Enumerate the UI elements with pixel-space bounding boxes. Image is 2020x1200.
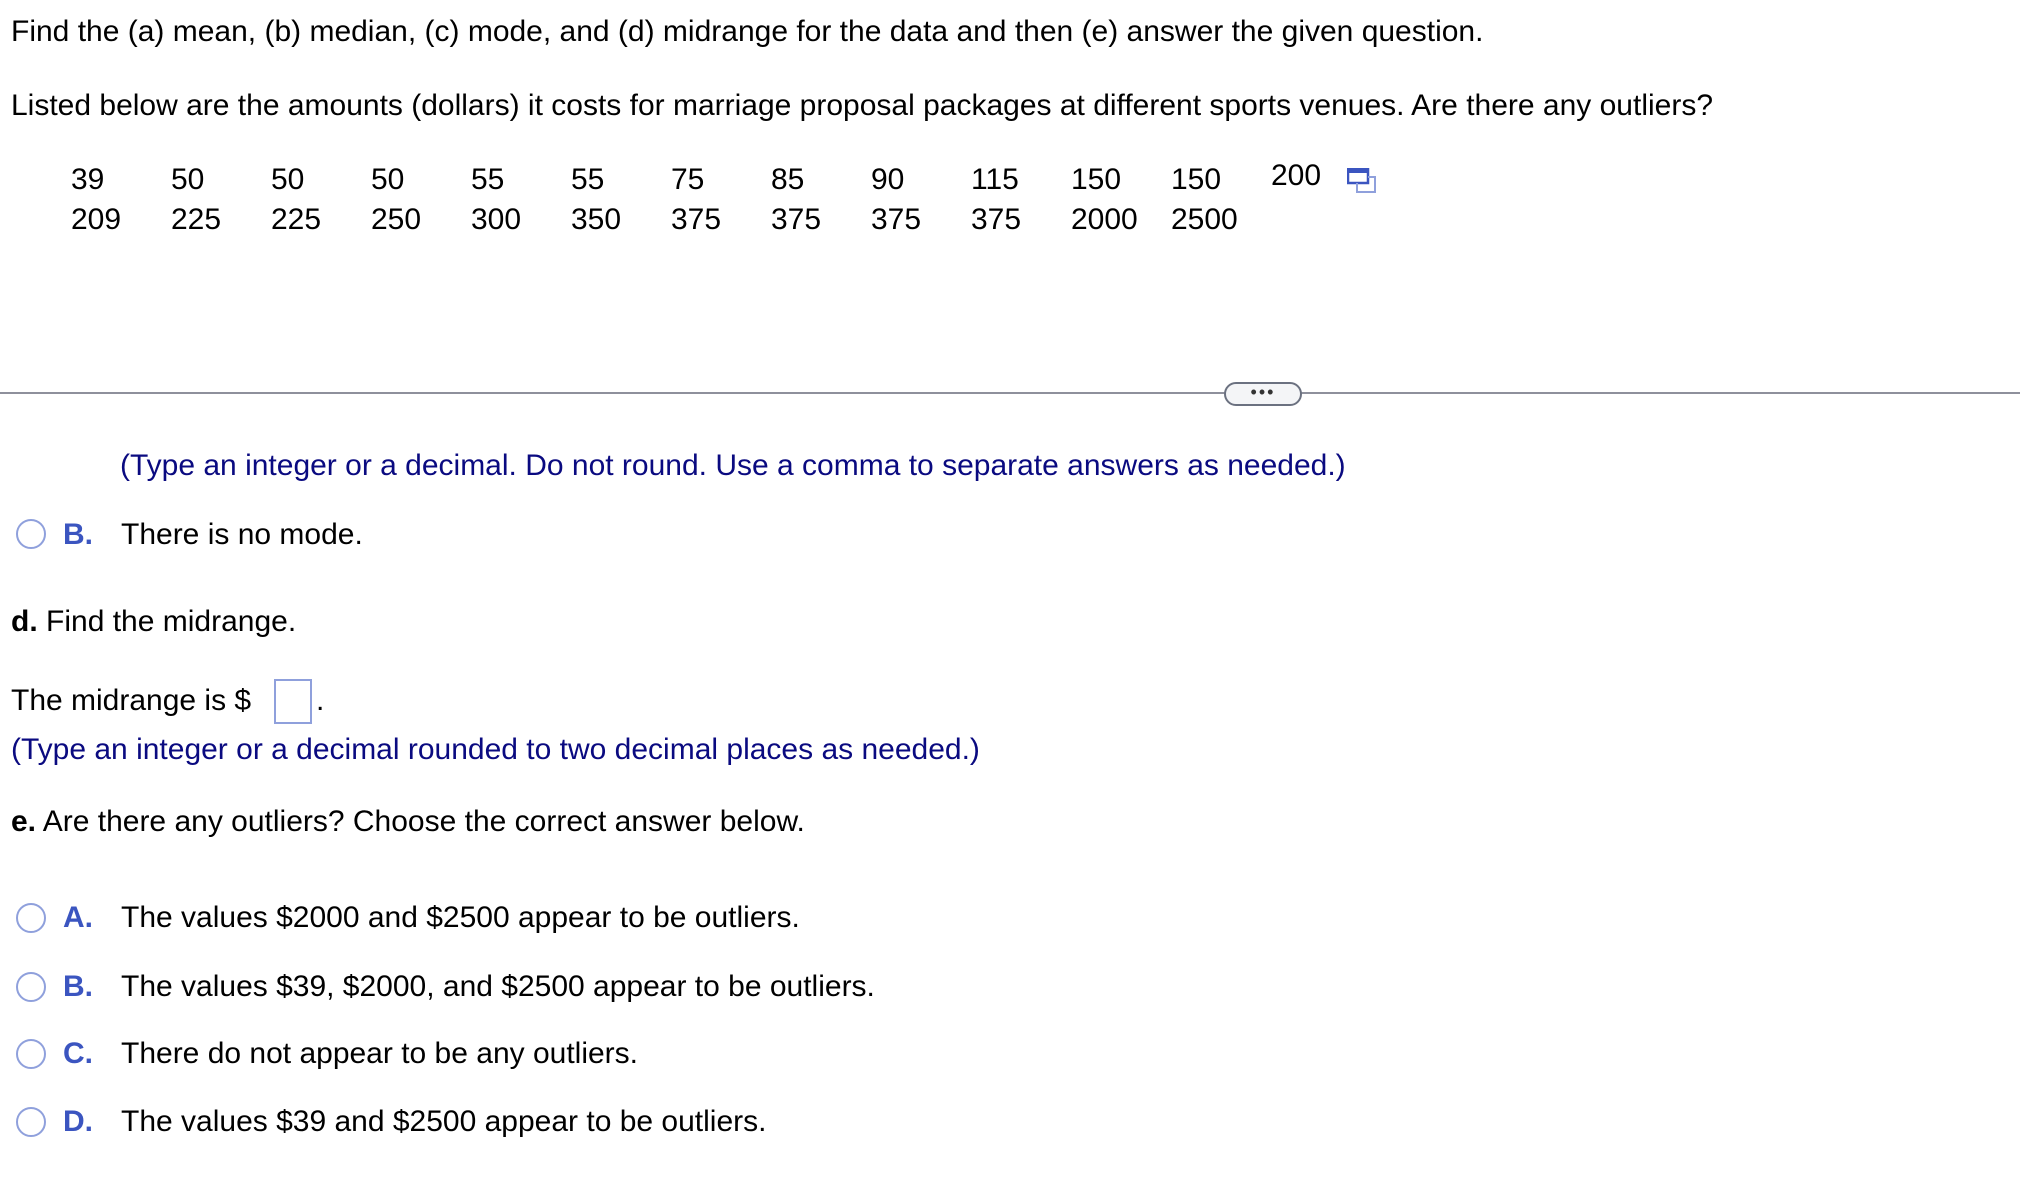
data-value: 375 bbox=[871, 203, 922, 236]
data-value: 350 bbox=[571, 203, 622, 236]
midrange-answer-suffix: . bbox=[316, 684, 325, 717]
copy-data-icon[interactable] bbox=[1347, 168, 1377, 194]
data-value: 50 bbox=[171, 163, 205, 196]
option-b-radio[interactable] bbox=[16, 972, 46, 1002]
data-value: 50 bbox=[371, 163, 405, 196]
option-d-text: The values $39 and $2500 appear to be outliers. bbox=[121, 1105, 767, 1138]
data-value: 55 bbox=[571, 163, 605, 196]
option-b-text: The values $39, $2000, and $2500 appear to be outliers. bbox=[121, 970, 875, 1003]
data-value: 375 bbox=[771, 203, 822, 236]
option-a-radio[interactable] bbox=[16, 903, 46, 933]
data-value: 75 bbox=[671, 163, 705, 196]
expand-more-button[interactable]: ••• bbox=[1224, 382, 1302, 406]
data-value: 209 bbox=[71, 203, 122, 236]
data-value: 90 bbox=[871, 163, 905, 196]
part-c-option-b-letter: B. bbox=[63, 518, 93, 551]
data-value: 55 bbox=[471, 163, 505, 196]
part-d-hint: (Type an integer or a decimal rounded to two decimal places as needed.) bbox=[11, 733, 980, 766]
midrange-answer-input[interactable] bbox=[274, 679, 312, 724]
data-value: 250 bbox=[371, 203, 422, 236]
part-e-label: e. bbox=[11, 805, 37, 838]
section-divider bbox=[0, 392, 2020, 394]
option-b-letter: B. bbox=[63, 970, 93, 1003]
question-prompt: Listed below are the amounts (dollars) it costs for marriage proposal packages at different sports venues. Are there any outliers? bbox=[11, 89, 1714, 122]
data-value: 225 bbox=[171, 203, 222, 236]
instruction-text: Find the (a) mean, (b) median, (c) mode, and (d) midrange for the data and then (e) answer the given question. bbox=[11, 15, 1484, 48]
data-value: 375 bbox=[671, 203, 722, 236]
data-value: 85 bbox=[771, 163, 805, 196]
option-d-radio[interactable] bbox=[16, 1107, 46, 1137]
part-c-option-b-radio[interactable] bbox=[16, 519, 46, 549]
data-value: 375 bbox=[971, 203, 1022, 236]
data-value: 2500 bbox=[1171, 203, 1238, 236]
part-d-heading bbox=[11, 604, 296, 640]
midrange-answer-prefix: The midrange is $ bbox=[11, 684, 252, 717]
data-value: 225 bbox=[271, 203, 322, 236]
data-value: 39 bbox=[71, 163, 105, 196]
option-d-letter: D. bbox=[63, 1105, 93, 1138]
option-c-radio[interactable] bbox=[16, 1039, 46, 1069]
part-e-title: Are there any outliers? Choose the correct answer below. bbox=[42, 805, 805, 838]
option-c-text: There do not appear to be any outliers. bbox=[121, 1037, 639, 1070]
data-value: 150 bbox=[1071, 163, 1122, 196]
option-a-text: The values $2000 and $2500 appear to be outliers. bbox=[121, 901, 800, 934]
part-d-title: Find the midrange. bbox=[46, 605, 297, 638]
data-value: 200 bbox=[1271, 159, 1322, 192]
part-e-heading bbox=[11, 804, 805, 840]
data-value: 50 bbox=[271, 163, 305, 196]
data-value: 300 bbox=[471, 203, 522, 236]
part-c-hint: (Type an integer or a decimal. Do not round. Use a comma to separate answers as needed.) bbox=[120, 449, 1346, 482]
option-a-letter: A. bbox=[63, 901, 93, 934]
part-d-label: d. bbox=[11, 605, 38, 638]
data-value: 150 bbox=[1171, 163, 1222, 196]
option-c-letter: C. bbox=[63, 1037, 93, 1070]
part-c-option-b-text: There is no mode. bbox=[121, 518, 363, 551]
data-value: 115 bbox=[971, 163, 1019, 196]
data-value: 2000 bbox=[1071, 203, 1138, 236]
